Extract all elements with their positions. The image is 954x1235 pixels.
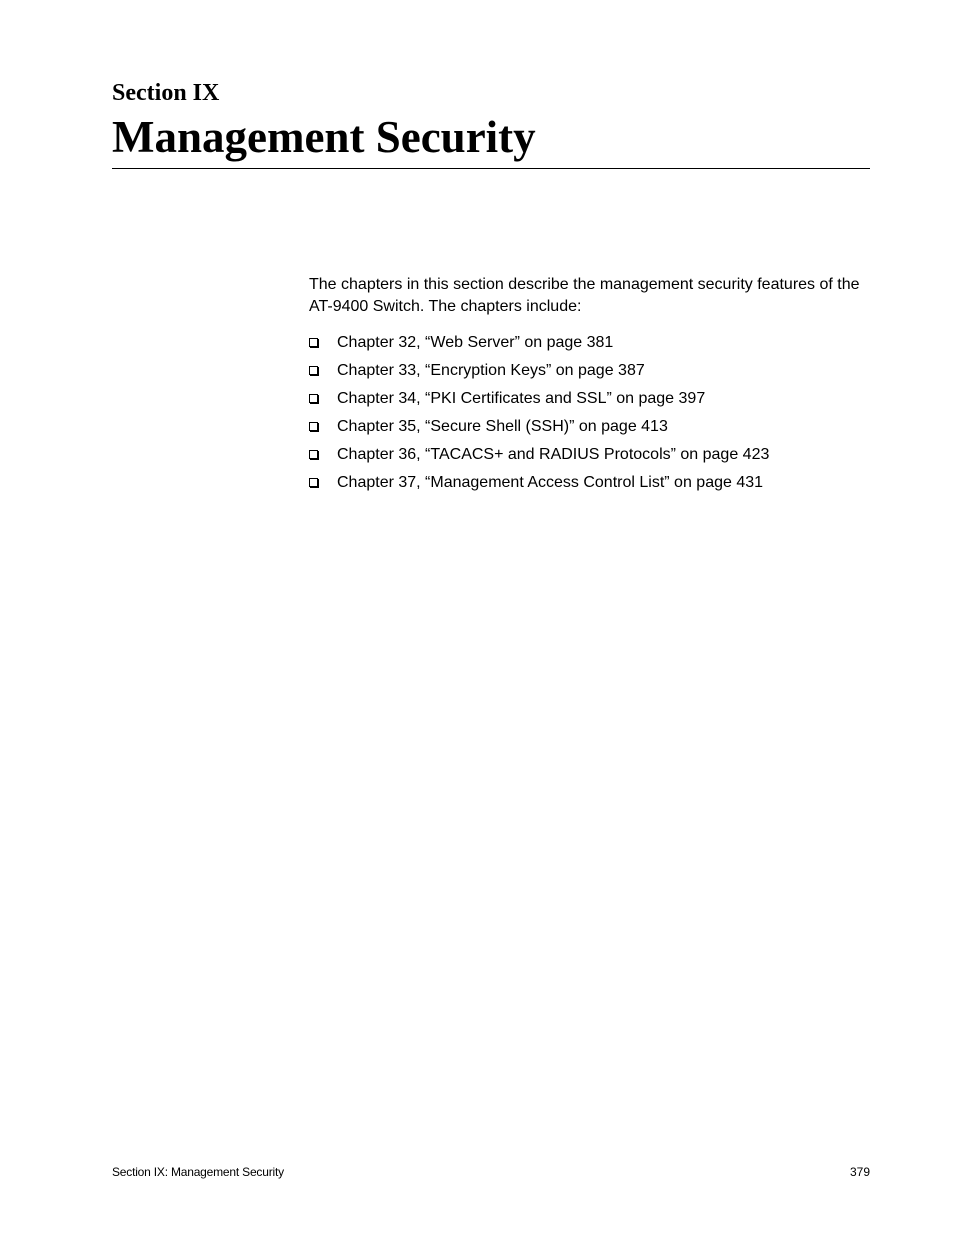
page-title: Management Security — [112, 112, 536, 162]
chapter-link[interactable]: Chapter 37, “Management Access Control List” on page 431 — [337, 474, 764, 491]
chapter-link[interactable]: Chapter 33, “Encryption Keys” on page 387 — [337, 362, 645, 379]
chapter-link[interactable]: Chapter 36, “TACACS+ and RADIUS Protocols” on page 423 — [337, 446, 770, 463]
chapter-link[interactable]: Chapter 34, “PKI Certificates and SSL” on page 397 — [337, 390, 706, 407]
square-bullet-icon — [309, 422, 318, 431]
intro-paragraph: The chapters in this section describe the management security features of the AT-9400 Switch. The chapters include: — [309, 276, 860, 315]
chapter-link[interactable]: Chapter 32, “Web Server” on page 381 — [337, 334, 614, 351]
title-divider — [112, 168, 870, 169]
square-bullet-icon — [309, 366, 318, 375]
chapter-link[interactable]: Chapter 35, “Secure Shell (SSH)” on page 413 — [337, 418, 668, 435]
footer-page-number: 379 — [849, 1165, 870, 1179]
square-bullet-icon — [309, 450, 318, 459]
list-item — [309, 471, 769, 499]
square-bullet-icon — [309, 394, 318, 403]
list-item — [309, 415, 769, 443]
square-bullet-icon — [309, 478, 318, 487]
list-item — [309, 387, 769, 415]
square-bullet-icon — [309, 338, 318, 347]
section-label: Section IX — [112, 80, 220, 106]
list-item — [309, 443, 769, 471]
chapter-list — [309, 331, 769, 499]
list-item — [309, 331, 769, 359]
list-item — [309, 359, 769, 387]
footer-section-text: Section IX: Management Security — [112, 1165, 284, 1179]
